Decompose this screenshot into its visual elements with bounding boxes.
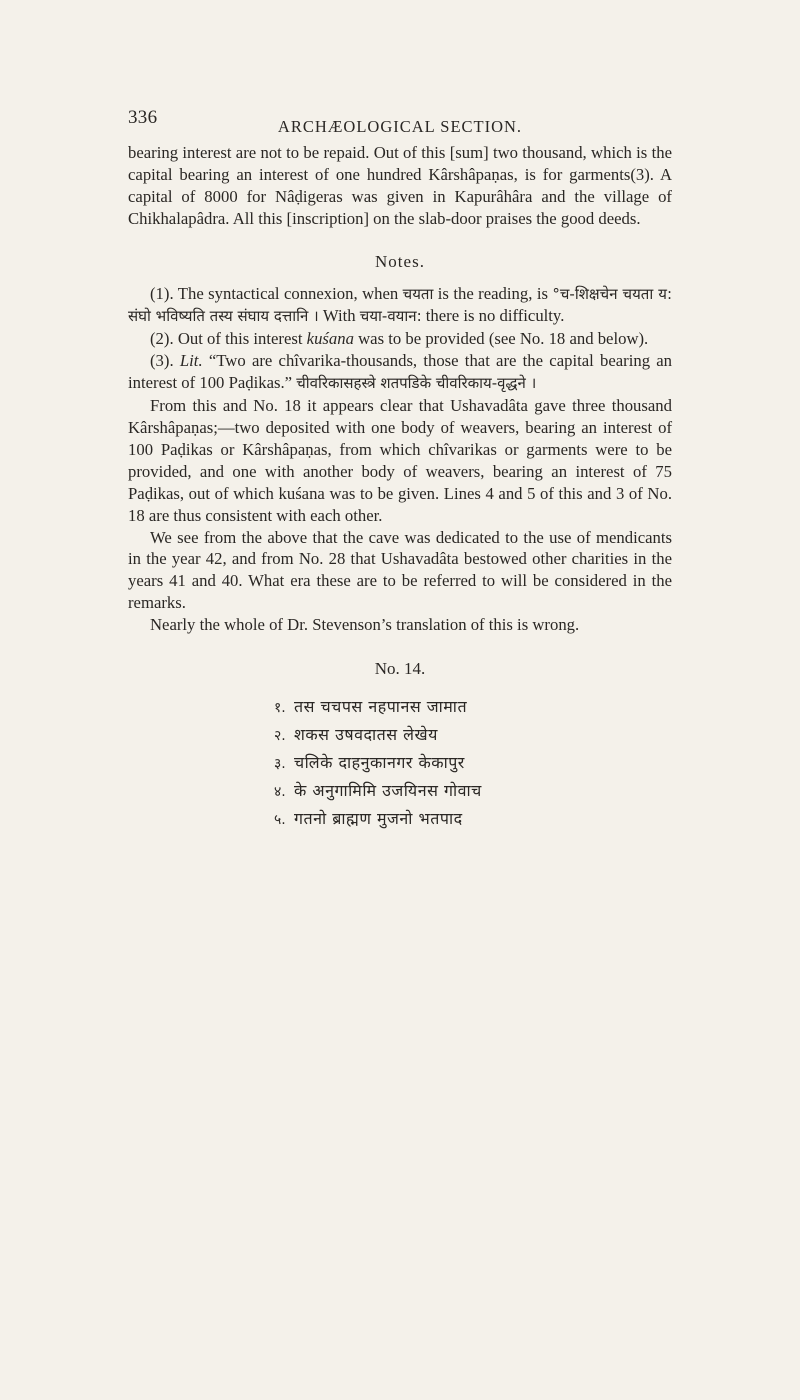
inscription-line-number: २.: [274, 727, 286, 744]
note-3: [128, 350, 672, 395]
note-2-italic: kuśana: [306, 329, 354, 349]
inscription-line-text: गतनो ब्राह्मण मुजनो भतपाद: [294, 808, 463, 828]
note-1: [128, 283, 672, 329]
notes-heading: Notes.: [375, 251, 425, 271]
inscription-block: [274, 696, 672, 836]
inscription-line: [274, 780, 672, 808]
note-3-devanagari: चीवरिकासहस्त्रे शतपडिके चीवरिकाय-वृद्धने ।: [296, 374, 537, 393]
section-heading: No. 14.: [374, 659, 426, 679]
inscription-line-number: ३.: [274, 755, 286, 772]
paragraph-3: We see from the above that the cave was dedicated to the use of mendicants in the year 42, and from No. 28 that Ushavadâta bestowed other charities in the years 41 and 40. What era these are to be referred to will be considered in the remarks.: [128, 527, 672, 613]
inscription-line-number: ५.: [274, 811, 286, 828]
paragraph-4: Nearly the whole of Dr. Stevenson’s translation of this is wrong.: [150, 615, 580, 635]
inscription-line-text: के अनुगामिमि उजयिनस गोवाच: [294, 780, 482, 800]
note-1-label: (1).: [150, 283, 174, 303]
inscription-line: [274, 808, 672, 836]
paragraph-1: bearing interest are not to be repaid. Out of this [sum] two thousand, which is the capital bearing an interest of one hundred Kârshâpaṇas, is for garments(3). A capital of 8000 for Nâḍigeras was given in Kapurâhâra and the village of Chikhalapâdra. All this [inscription] on the slab-door praises the good deeds.: [128, 143, 672, 228]
note-1-text-a: The syntactical connexion, when: [177, 283, 399, 303]
inscription-line-text: चलिके दाहनुकानगर केकापुर: [294, 752, 465, 772]
paragraph-2: From this and No. 18 it appears clear that Ushavadâta gave three thousand Kârshâpaṇas;—two deposited with one body of weavers, bearing an interest of 100 Paḍikas or Kârshâpaṇas, from which chîvarikas or garments were to be provided, and one with another body of weavers, bearing an interest of 75 Paḍikas, out of which kuśana was to be given. Lines 4 and 5 of this and 3 of No. 18 are thus consistent with each other.: [128, 396, 672, 525]
inscription-line: [274, 724, 672, 752]
note-3-italic: Lit.: [179, 351, 203, 371]
running-head: ARCHÆOLOGICAL SECTION.: [277, 117, 523, 136]
note-2-text-a: Out of this interest: [177, 329, 303, 349]
note-3-label: (3).: [150, 351, 174, 371]
inscription-line: [274, 752, 672, 780]
page-number: 336: [128, 107, 158, 128]
note-1-text-d: there is no difficulty.: [425, 306, 565, 326]
page-body: [128, 142, 672, 836]
inscription-line: [274, 696, 672, 724]
inscription-line-text: तस चचपस नहपानस जामात: [294, 696, 468, 716]
inscription-line-number: ४.: [274, 783, 286, 800]
note-3-text: “Two are chîvarika-thousands, those that are the capital bearing an interest of 100 Paḍikas.”: [128, 351, 673, 393]
note-1-text-c: With: [322, 306, 356, 326]
note-2: [128, 328, 672, 350]
note-1-text-b: is the reading, is: [437, 283, 548, 303]
inscription-line-number: १.: [274, 699, 286, 716]
note-1-devanagari-c: चया-वयान:: [359, 307, 422, 326]
note-1-devanagari-a: चयता: [402, 284, 434, 303]
note-1-devanagari-b: °च-शिक्षचेन चयता य: संघो भविष्यति तस्य संघाय दत्तानि ।: [128, 284, 672, 326]
note-2-text-b: was to be provided (see No. 18 and below).: [358, 329, 649, 349]
note-2-label: (2).: [150, 329, 174, 349]
inscription-line-text: शकस उषवदातस लेखेय: [294, 724, 438, 744]
